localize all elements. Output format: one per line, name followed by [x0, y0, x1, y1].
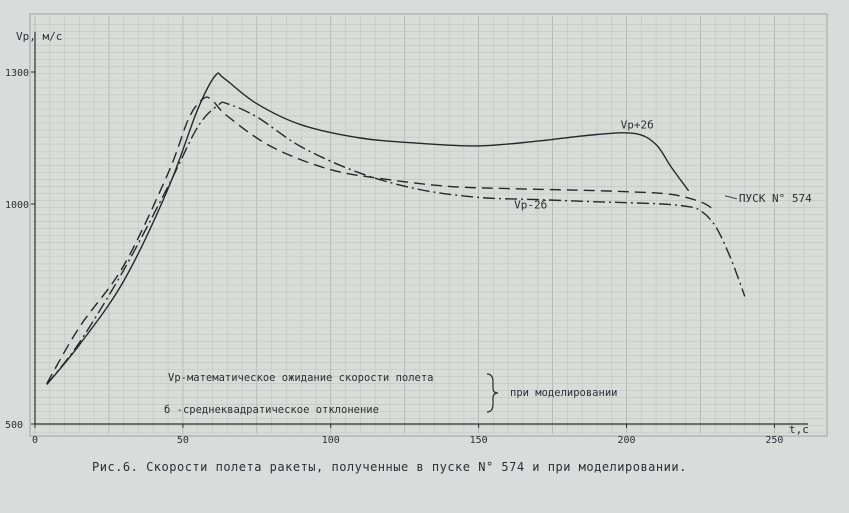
x-tick-label: 250	[765, 435, 784, 446]
x-tick-label: 100	[321, 435, 340, 446]
x-tick-label: 50	[176, 435, 189, 446]
y-tick-label: 1300	[5, 68, 30, 79]
annotation-upper-bound: Vр+2б	[620, 118, 654, 132]
y-tick-label: 500	[5, 420, 24, 431]
x-tick-label: 150	[469, 435, 488, 446]
annotation-launch: ПУСК N° 574	[738, 191, 812, 205]
x-axis-label: t,c	[789, 423, 809, 436]
y-tick-label: 1000	[5, 200, 30, 211]
figure-caption: Рис.6. Скорости полета ракеты, полученные в пуске N° 574 и при моделировании.	[92, 460, 687, 474]
note-modeling: при моделировании	[510, 387, 618, 399]
note-deviation: б -среднеквадратическое отклонение	[164, 404, 379, 416]
x-tick-label: 0	[31, 435, 39, 446]
note-expectation: Vр-математическое ожидание скорости полета	[168, 372, 434, 384]
y-axis-label: Vр, м/с	[16, 30, 63, 43]
annotation-lower-bound: Vр-2б	[514, 198, 548, 212]
x-tick-label: 200	[617, 435, 636, 446]
